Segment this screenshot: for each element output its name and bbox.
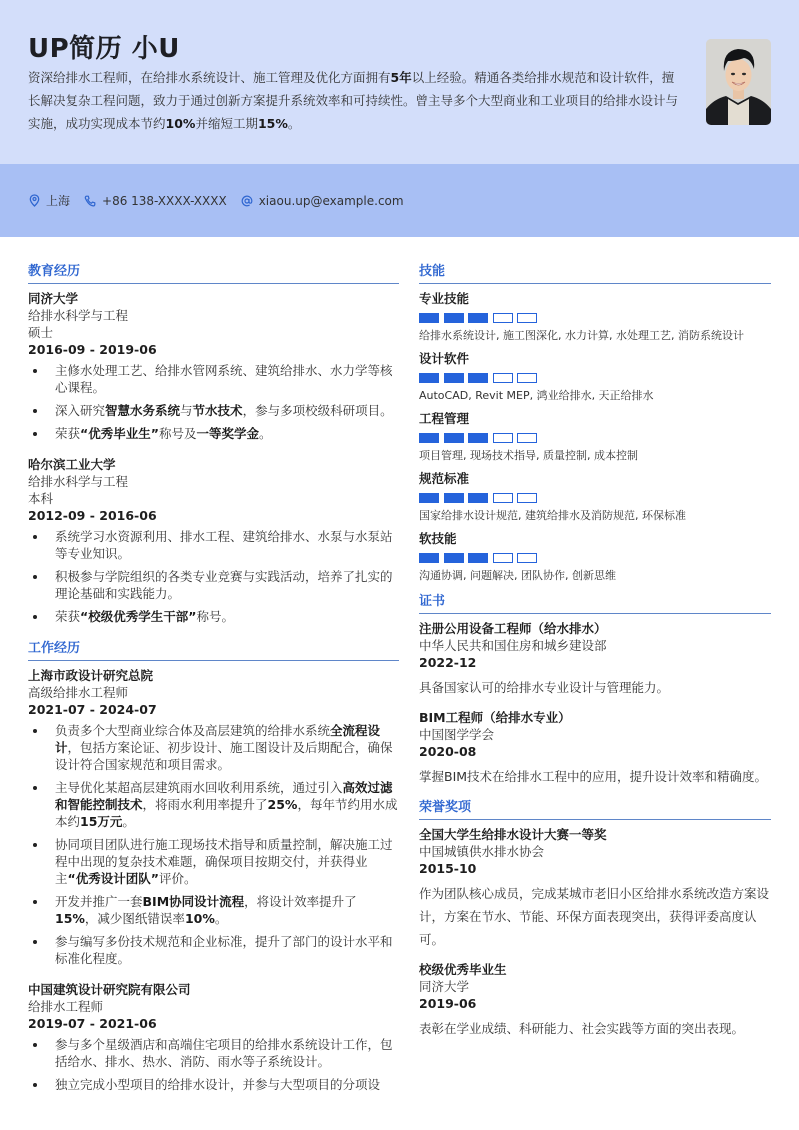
- text-run: 积极参与学院组织的各类专业竞赛与实践活动，培养了扎实的理论基础和实践能力。: [55, 569, 393, 601]
- summary-text: [28, 66, 678, 135]
- skill-name: 工程管理: [419, 411, 470, 426]
- bullet-item: [28, 568, 399, 602]
- bold-text: “优秀设计团队”: [67, 871, 159, 886]
- text-run: 系统学习水资源利用、排水工程、建筑给排水、水泵与水泵站等专业知识。: [55, 529, 393, 561]
- level-filled: [419, 553, 439, 563]
- email-text: xiaou.up@example.com: [258, 193, 404, 208]
- skill-level-bar: [419, 313, 771, 323]
- level-filled: [444, 553, 464, 563]
- issuer: 中国城镇供水排水协会: [419, 844, 545, 859]
- item-description: 具备国家认可的给排水专业设计与管理能力。: [419, 680, 670, 695]
- work-entry: [28, 667, 399, 967]
- skill-keywords: 给排水系统设计, 施工图深化, 水力计算, 水处理工艺, 消防系统设计: [419, 329, 744, 342]
- text-run: 负责多个大型商业综合体及高层建筑的给排水系统: [55, 723, 331, 738]
- location-text: 上海: [46, 194, 71, 208]
- text-run: 并缩短工期: [195, 116, 258, 131]
- skill-keywords: 国家给排水设计规范, 建筑给排水及消防规范, 环保标准: [419, 509, 686, 522]
- bullet-item: [28, 402, 399, 419]
- level-empty: [517, 553, 537, 563]
- level-empty: [517, 373, 537, 383]
- text-run: ，参与多项校级科研项目。: [242, 403, 393, 418]
- date-range: 2019-07 - 2021-06: [28, 1016, 157, 1031]
- level-filled: [468, 373, 488, 383]
- phone-icon: [84, 195, 96, 207]
- skill-group: [419, 410, 771, 464]
- major: 给排水科学与工程: [28, 474, 129, 489]
- skill-group: [419, 530, 771, 584]
- section-title-awards: 荣誉奖项: [419, 798, 771, 820]
- bullet-list: [28, 362, 399, 442]
- text-run: 称号及: [158, 426, 197, 441]
- bullet-item: [28, 836, 399, 887]
- skill-level-bar: [419, 553, 771, 563]
- level-filled: [419, 373, 439, 383]
- school-name: 哈尔滨工业大学: [28, 457, 116, 472]
- level-empty: [493, 373, 513, 383]
- education-list: [28, 290, 399, 625]
- contact-phone[interactable]: [84, 194, 227, 208]
- contact-row: [29, 192, 418, 209]
- bold-text: 全流程设计: [55, 723, 381, 755]
- bold-text: “优秀毕业生”: [80, 426, 159, 441]
- candidate-name: UP简历 小U: [28, 34, 180, 64]
- item-date: 2019-06: [419, 996, 477, 1011]
- text-run: ，每年节约用水成本约: [55, 797, 398, 829]
- bold-text: 5年: [390, 70, 412, 85]
- skill-level-bar: [419, 493, 771, 503]
- text-run: 主修水处理工艺、给排水管网系统、建筑给排水、水力学等核心课程。: [55, 363, 393, 395]
- award-entry: [419, 961, 771, 1040]
- level-empty: [493, 313, 513, 323]
- major: 给排水科学与工程: [28, 308, 129, 323]
- item-name: 校级优秀毕业生: [419, 962, 507, 977]
- text-run: 以上经验。精通各类给排水规范和设计软件，擅长解决复杂工程问题，致力于通过创新方案提升系统效率和可持续性。曾主导多个大型商业和工业项目的给排水设计与实施，成功实现成本节约: [28, 70, 679, 131]
- date-range: 2021-07 - 2024-07: [28, 702, 157, 717]
- bold-text: 节水技术: [192, 403, 243, 418]
- bullet-list: [28, 1036, 399, 1093]
- contact-band: [0, 164, 799, 237]
- level-filled: [468, 433, 488, 443]
- bullet-item: [28, 722, 399, 773]
- item-name: BIM工程师（给排水专业）: [419, 710, 571, 725]
- skill-keywords: AutoCAD, Revit MEP, 鸿业给排水, 天正给排水: [419, 389, 654, 402]
- skill-keywords: 沟通协调, 问题解决, 团队协作, 创新思维: [419, 569, 616, 582]
- work-section: [28, 639, 399, 1093]
- level-filled: [468, 493, 488, 503]
- bold-text: 15%: [55, 911, 85, 926]
- bullet-item: [28, 1076, 399, 1093]
- work-list: [28, 667, 399, 1093]
- section-title-skills: 技能: [419, 262, 771, 284]
- degree: 本科: [28, 491, 54, 506]
- issuer: 中国图学学会: [419, 727, 495, 742]
- job-role: 给排水工程师: [28, 999, 104, 1014]
- text-run: 评价。: [158, 871, 197, 886]
- bullet-list: [28, 722, 399, 967]
- text-run: 。: [287, 116, 301, 131]
- text-run: 。: [214, 911, 228, 926]
- text-run: 参与多个星级酒店和高端住宅项目的给排水系统设计工作，包括给水、排水、热水、消防、雨水等子系统设计。: [55, 1037, 393, 1069]
- location-pin-icon: [29, 194, 40, 207]
- certificate-entry: [419, 709, 771, 788]
- section-title-work: 工作经历: [28, 639, 399, 661]
- company-name: 中国建筑设计研究院有限公司: [28, 982, 191, 997]
- contact-location: [29, 192, 70, 209]
- level-empty: [493, 493, 513, 503]
- bullet-item: [28, 528, 399, 562]
- bullet-item: [28, 893, 399, 927]
- certificates-list: [419, 620, 771, 788]
- bullet-item: [28, 779, 399, 830]
- awards-list: [419, 826, 771, 1040]
- date-range: 2016-09 - 2019-06: [28, 342, 157, 357]
- level-filled: [419, 433, 439, 443]
- issuer: 同济大学: [419, 979, 470, 994]
- certificate-entry: [419, 620, 771, 699]
- bold-text: 一等奖学金: [196, 426, 259, 441]
- bold-text: 25%: [267, 797, 298, 812]
- level-empty: [517, 433, 537, 443]
- level-filled: [419, 493, 439, 503]
- skill-group: [419, 470, 771, 524]
- text-run: 深入研究: [55, 403, 106, 418]
- item-name: 全国大学生给排水设计大赛一等奖: [419, 827, 607, 842]
- text-run: 协同项目团队进行施工现场技术指导和质量控制，解决施工过程中出现的复杂技术难题，确保项目按期交付，并获得业主: [55, 837, 393, 886]
- awards-section: [419, 798, 771, 1040]
- bullet-item: [28, 1036, 399, 1070]
- school-name: 同济大学: [28, 291, 79, 306]
- work-entry: [28, 981, 399, 1093]
- text-run: 荣获: [55, 426, 81, 441]
- level-filled: [468, 553, 488, 563]
- skill-name: 专业技能: [419, 291, 470, 306]
- text-run: 开发并推广一套: [55, 894, 143, 909]
- education-entry: [28, 290, 399, 442]
- bullet-item: [28, 933, 399, 967]
- text-run: 。: [122, 814, 135, 829]
- level-empty: [493, 553, 513, 563]
- job-role: 高级给排水工程师: [28, 685, 129, 700]
- certificates-section: [419, 592, 771, 788]
- text-run: ，将雨水利用率提升了: [142, 797, 268, 812]
- bullet-item: [28, 425, 399, 442]
- section-title-education: 教育经历: [28, 262, 399, 284]
- item-date: 2022-12: [419, 655, 477, 670]
- text-run: 参与编写多份技术规范和企业标准，提升了部门的设计水平和标准化程度。: [55, 934, 393, 966]
- text-run: 主导优化某超高层建筑雨水回收利用系统，通过引入: [55, 780, 343, 795]
- level-empty: [493, 433, 513, 443]
- portrait-image: [706, 39, 771, 125]
- bold-text: 10%: [165, 116, 196, 131]
- level-filled: [444, 433, 464, 443]
- text-run: ，减少图纸错误率: [84, 911, 185, 926]
- level-filled: [419, 313, 439, 323]
- profile-photo: [706, 39, 771, 125]
- bold-text: 10%: [184, 911, 215, 926]
- education-section: [28, 262, 399, 625]
- bold-text: 智慧水务系统: [105, 403, 181, 418]
- text-run: ，包括方案论证、初步设计、施工图设计及后期配合，确保设计符合国家规范和项目需求。: [55, 740, 393, 772]
- left-column: [28, 262, 399, 1107]
- text-run: 与: [180, 403, 193, 418]
- text-run: 称号。: [196, 609, 234, 624]
- bullet-item: [28, 608, 399, 625]
- level-filled: [468, 313, 488, 323]
- contact-email[interactable]: [241, 194, 404, 208]
- skill-name: 设计软件: [419, 351, 470, 366]
- text-run: 。: [258, 426, 272, 441]
- issuer: 中华人民共和国住房和城乡建设部: [419, 638, 607, 653]
- skill-keywords: 项目管理, 现场技术指导, 质量控制, 成本控制: [419, 449, 638, 462]
- bullet-item: [28, 362, 399, 396]
- level-filled: [444, 373, 464, 383]
- company-name: 上海市政设计研究总院: [28, 668, 154, 683]
- bold-text: 15%: [257, 116, 288, 131]
- bold-text: “校级优秀学生干部”: [80, 609, 197, 624]
- item-description: 表彰在学业成绩、科研能力、社会实践等方面的突出表现。: [419, 1021, 745, 1036]
- text-run: 独立完成小型项目的给排水设计，并参与大型项目的分项设: [55, 1077, 381, 1092]
- bold-text: BIM协同设计流程: [142, 894, 245, 909]
- skill-group: [419, 350, 771, 404]
- education-entry: [28, 456, 399, 625]
- right-column: [419, 262, 771, 1050]
- skill-name: 规范标准: [419, 471, 470, 486]
- bold-text: 高效过滤和智能控制技术: [55, 780, 393, 812]
- award-entry: [419, 826, 771, 951]
- level-empty: [517, 493, 537, 503]
- item-date: 2020-08: [419, 744, 477, 759]
- bold-text: 15万元: [80, 814, 123, 829]
- level-filled: [444, 493, 464, 503]
- level-empty: [517, 313, 537, 323]
- item-description: 掌握BIM技术在给排水工程中的应用，提升设计效率和精确度。: [419, 769, 768, 784]
- phone-text: +86 138-XXXX-XXXX: [102, 193, 227, 208]
- resume-header: [0, 0, 799, 164]
- item-description: 作为团队核心成员，完成某城市老旧小区给排水系统改造方案设计，方案在节水、节能、环保方面表现突出，获得评委高度认可。: [419, 886, 770, 947]
- skills-list: [419, 290, 771, 584]
- degree: 硕士: [28, 325, 54, 340]
- item-name: 注册公用设备工程师（给水排水）: [419, 621, 607, 636]
- skill-level-bar: [419, 433, 771, 443]
- skill-name: 软技能: [419, 531, 457, 546]
- text-run: ，将设计效率提升了: [244, 894, 357, 909]
- item-date: 2015-10: [419, 861, 477, 876]
- text-run: 资深给排水工程师，在给排水系统设计、施工管理及优化方面拥有: [28, 70, 391, 85]
- skills-section: [419, 262, 771, 584]
- skill-level-bar: [419, 373, 771, 383]
- text-run: 荣获: [55, 609, 81, 624]
- at-sign-icon: [241, 195, 253, 207]
- skill-group: [419, 290, 771, 344]
- bullet-list: [28, 528, 399, 625]
- date-range: 2012-09 - 2016-06: [28, 508, 157, 523]
- level-filled: [444, 313, 464, 323]
- section-title-certificates: 证书: [419, 592, 771, 614]
